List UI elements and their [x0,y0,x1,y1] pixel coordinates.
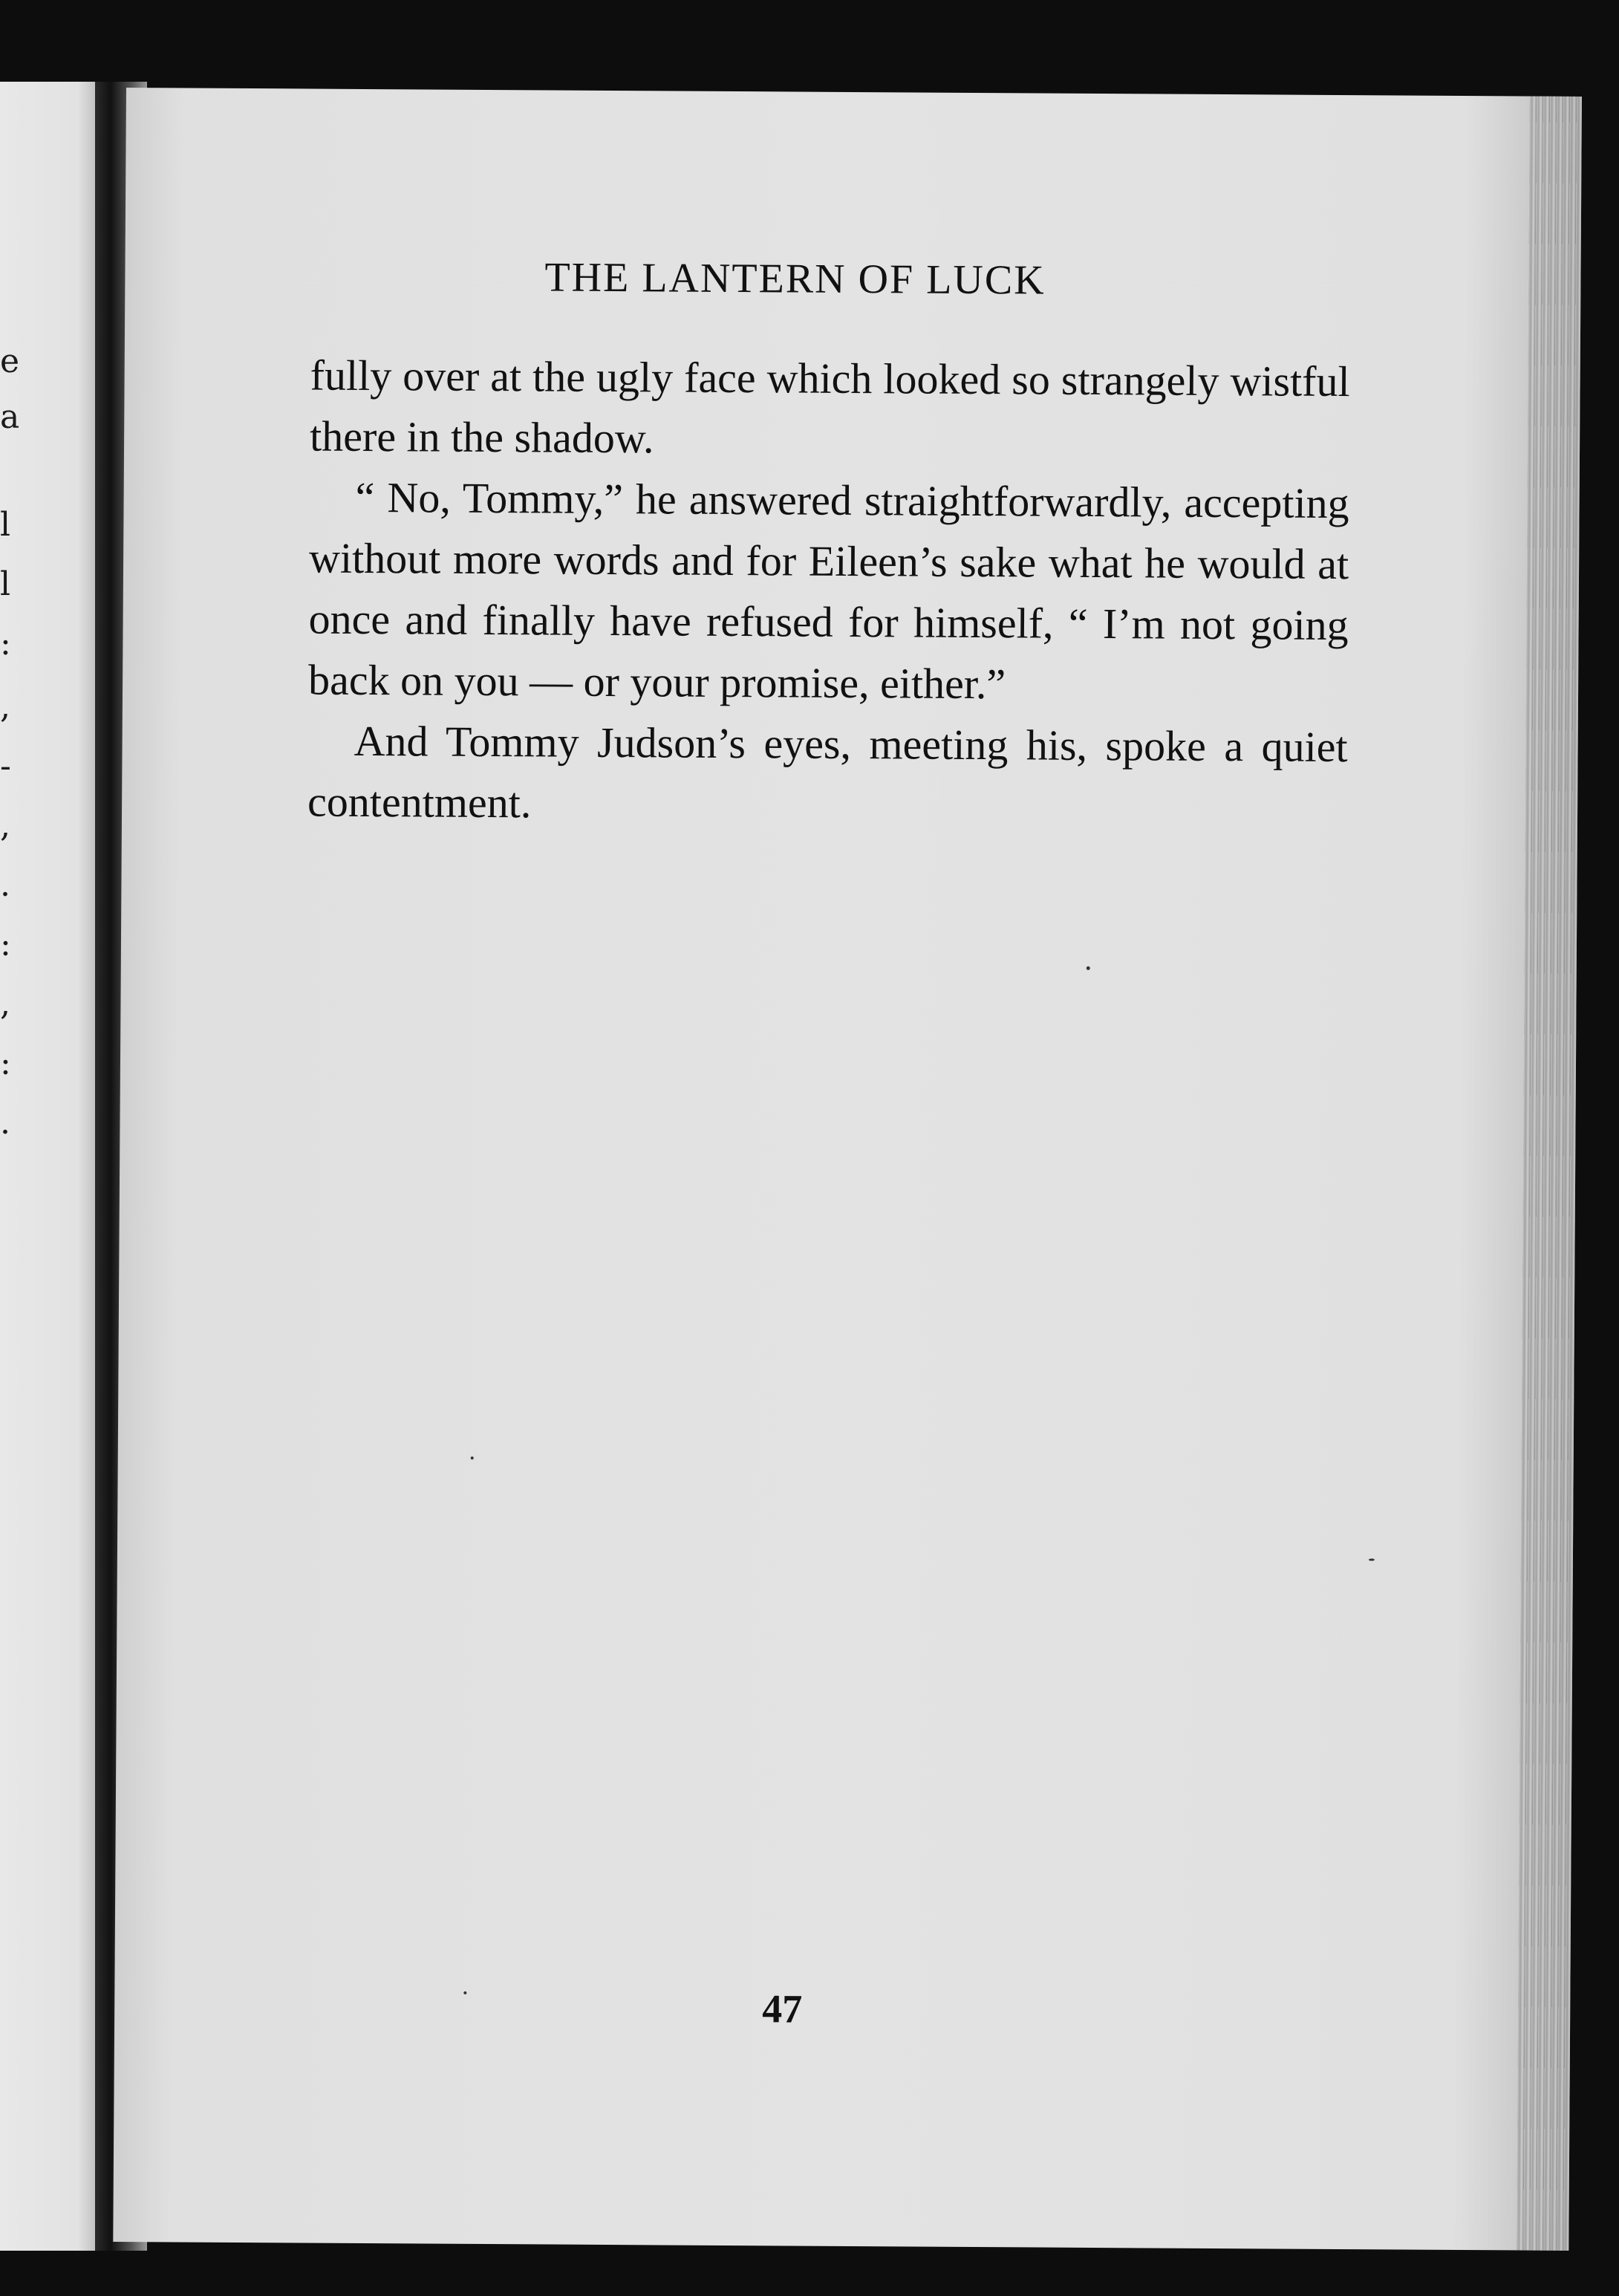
bleed-mark: e [0,342,20,380]
bleed-mark: - [0,747,11,785]
page-number: 47 [762,1986,803,2032]
bleed-mark: : [0,1044,11,1082]
body-text [307,345,1350,839]
dust-speck [471,1457,474,1460]
running-head: THE LANTERN OF LUCK [544,254,1046,304]
bleed-mark: l [0,506,11,544]
book-page [113,88,1582,2251]
bleed-mark: , [0,807,10,845]
paragraph: fully over at the ugly face which looked so strangely wistful there in the shadow. [309,351,1350,463]
paragraph: And Tommy Judson’s eyes, meeting his, spoke a quiet contentment. [307,716,1348,827]
page-stack-edge [1517,97,1582,2251]
bleed-mark: , [0,985,10,1023]
paragraph: “ No, Tommy,” he answered straightforwardly, accepting without more words and for Eileen’s sake what he would at once and finally have refused for himself, “ I’m not going back on you — or your promise, either.” [307,472,1349,709]
bleed-mark: . [0,866,10,904]
bleed-mark: : [0,926,11,963]
bleed-mark: , [0,688,10,726]
bleed-mark: a [0,398,20,436]
dust-speck [1087,966,1090,970]
bleed-mark: : [0,625,11,663]
dust-speck [1369,1558,1375,1561]
dust-speck [463,1991,466,1994]
bleed-mark: l [0,565,11,603]
bleed-mark: . [0,1104,10,1142]
